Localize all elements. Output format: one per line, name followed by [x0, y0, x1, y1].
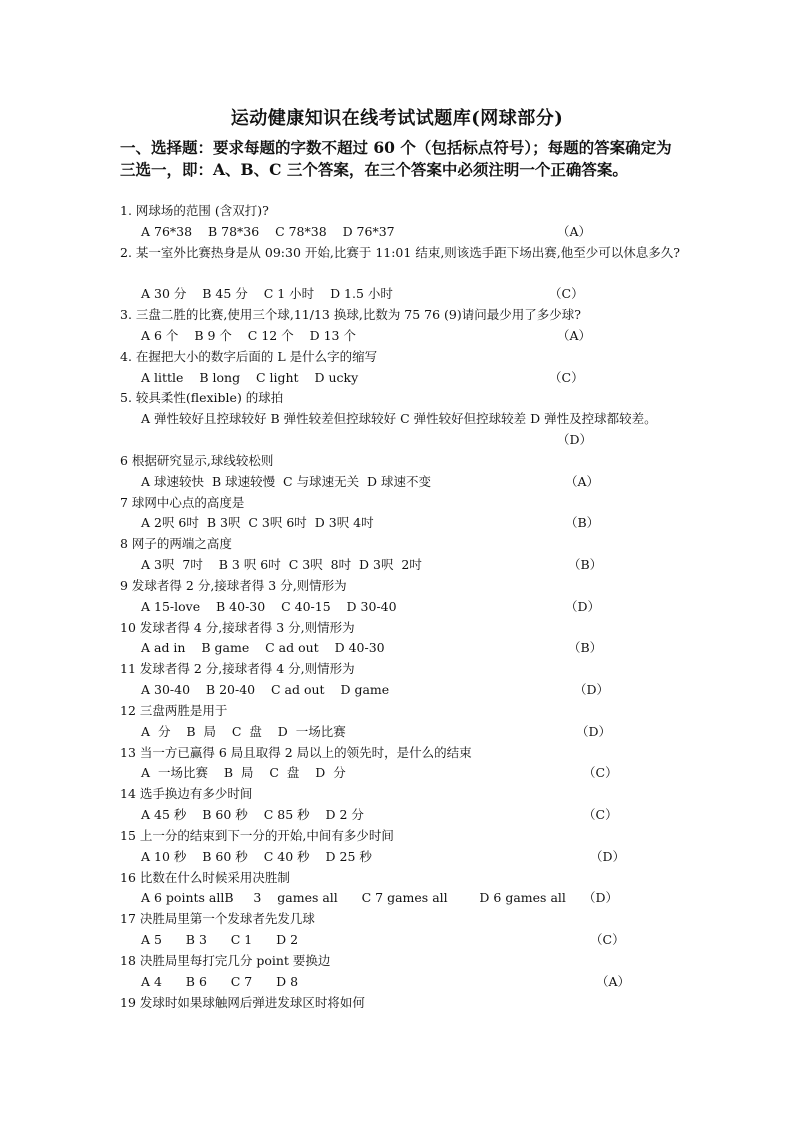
question-3-answer: （A） [557, 328, 592, 343]
question-4-options: A little B long C light D ucky [141, 370, 359, 385]
question-2-options: A 30 分 B 45 分 C 1 小时 D 1.5 小时 [141, 286, 393, 301]
question-17-options: A 5 B 3 C 1 D 2 [141, 932, 299, 947]
question-12-options: A 分 B 局 C 盘 D 一场比赛 [141, 724, 346, 739]
question-2: 2. 某一室外比赛热身是从 09:30 开始,比赛于 11:01 结束,则该选手距下场出赛,他至少可以休息多久? [120, 245, 680, 260]
question-5-answer: （D） [557, 432, 593, 447]
section-instructions: 一、选择题：要求每题的字数不超过 60 个（包括标点符号）；每题的答案确定为三选一，即：A、B、C 三个答案，在三个答案中必须注明一个正确答案。 [120, 138, 672, 179]
question-11-options: A 30-40 B 20-40 C ad out D game [141, 682, 390, 697]
question-3: 3. 三盘二胜的比赛,使用三个球,11/13 换球,比数为 75 76 (9)请问最少用了多少球? [120, 307, 581, 322]
question-19: 19 发球时如果球触网后弹进发球区时将如何 [120, 995, 365, 1010]
question-15-options: A 10 秒 B 60 秒 C 40 秒 D 25 秒 [141, 849, 372, 864]
question-15: 15 上一分的结束到下一分的开始,中间有多少时间 [120, 828, 394, 843]
question-12: 12 三盘两胜是用于 [120, 703, 228, 718]
question-6: 6 根据研究显示,球线较松则 [120, 453, 274, 468]
question-1-options: A 76*38 B 78*36 C 78*38 D 76*37 [141, 224, 395, 239]
question-17: 17 决胜局里第一个发球者先发几球 [120, 911, 315, 926]
question-13-options: A 一场比赛 B 局 C 盘 D 分 [141, 765, 346, 780]
document-title: 运动健康知识在线考试试题库(网球部分) [230, 108, 564, 129]
question-6-answer: （A） [565, 474, 600, 489]
question-7-answer: （B） [565, 515, 600, 530]
question-7: 7 球网中心点的高度是 [120, 495, 245, 510]
question-10-answer: （B） [568, 640, 603, 655]
question-18-options: A 4 B 6 C 7 D 8 [141, 974, 299, 989]
question-10: 10 发球者得 4 分,接球者得 3 分,则情形为 [120, 620, 355, 635]
question-16-options: A 6 points allB 3 games all C 7 games all D 6 games all [141, 890, 566, 905]
question-11-answer: （D） [574, 682, 610, 697]
question-4-answer: （C） [549, 370, 584, 385]
question-15-answer: （D） [590, 849, 626, 864]
question-4: 4. 在握把大小的数字后面的 L 是什么字的缩写 [120, 349, 378, 364]
question-8: 8 网子的两端之高度 [120, 536, 232, 551]
question-16: 16 比数在什么时候采用决胜制 [120, 870, 290, 885]
question-1-answer: （A） [557, 224, 592, 239]
question-2-answer: （C） [549, 286, 584, 301]
question-5: 5. 较具柔性(flexible) 的球拍 [120, 390, 284, 405]
question-11: 11 发球者得 2 分,接球者得 4 分,则情形为 [120, 661, 355, 676]
question-13-answer: （C） [583, 765, 618, 780]
question-18-answer: （A） [596, 974, 631, 989]
question-10-options: A ad in B game C ad out D 40-30 [141, 640, 385, 655]
question-8-answer: （B） [568, 557, 603, 572]
question-9-options: A 15-love B 40-30 C 40-15 D 30-40 [141, 599, 397, 614]
question-5-options: A 弹性较好且控球较好 B 弹性较差但控球较好 C 弹性较好但控球较差 D 弹性及控球都较差。 [141, 411, 657, 426]
question-7-options: A 2呎 6吋 B 3呎 C 3呎 6吋 D 3呎 4吋 [141, 515, 374, 530]
question-1: 1. 网球场的范围 (含双打)? [120, 203, 269, 218]
question-14-options: A 45 秒 B 60 秒 C 85 秒 D 2 分 [141, 807, 364, 822]
question-17-answer: （C） [590, 932, 625, 947]
question-9-answer: （D） [565, 599, 601, 614]
question-6-options: A 球速较快 B 球速较慢 C 与球速无关 D 球速不变 [141, 474, 432, 489]
question-3-options: A 6 个 B 9 个 C 12 个 D 13 个 [141, 328, 356, 343]
question-8-options: A 3呎 7吋 B 3 呎 6吋 C 3呎 8吋 D 3呎 2吋 [141, 557, 422, 572]
question-14-answer: （C） [583, 807, 618, 822]
question-14: 14 选手换边有多少时间 [120, 786, 253, 801]
question-12-answer: （D） [576, 724, 612, 739]
question-9: 9 发球者得 2 分,接球者得 3 分,则情形为 [120, 578, 347, 593]
question-13: 13 当一方已赢得 6 局且取得 2 局以上的领先时，是什么的结束 [120, 745, 472, 760]
question-16-answer: （D） [583, 890, 619, 905]
question-18: 18 决胜局里每打完几分 point 要换边 [120, 953, 331, 968]
